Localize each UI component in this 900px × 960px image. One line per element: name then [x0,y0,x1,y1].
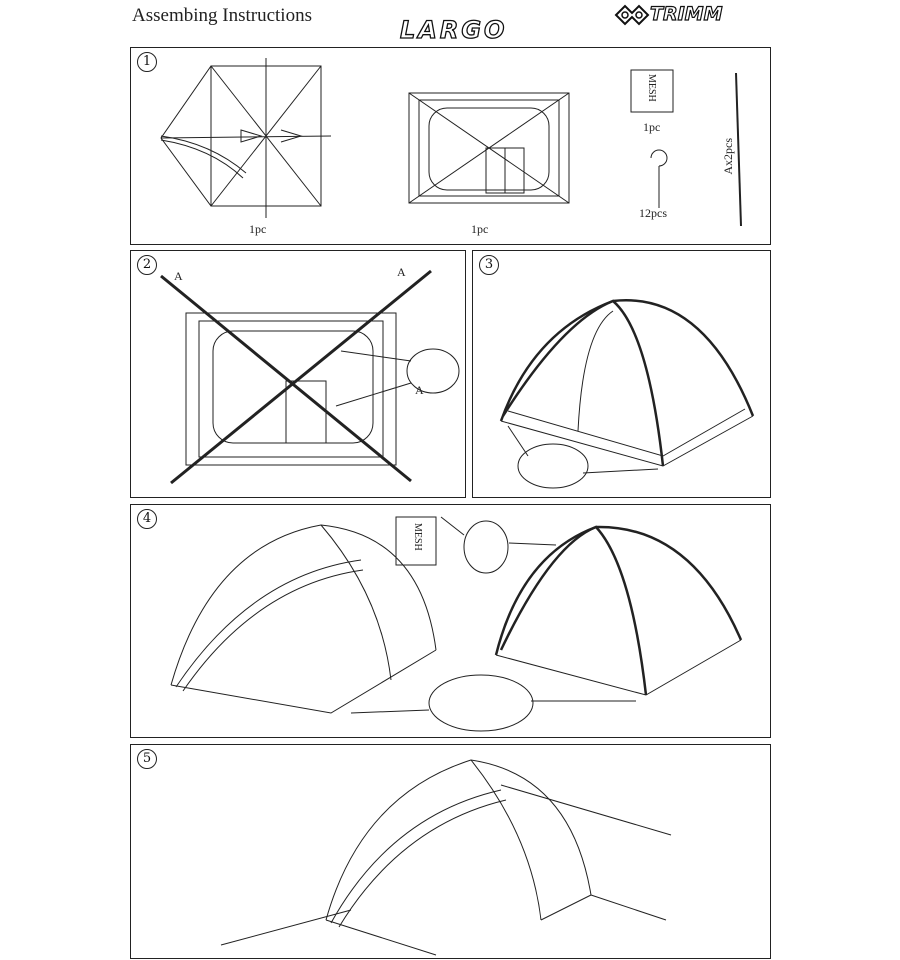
brand-logo [612,2,772,28]
step-2-illustration [131,251,467,499]
poles-quantity: Ax2pcs [721,138,735,175]
step-number: 1 [137,52,157,72]
pole-a-label-left: A [174,269,183,283]
step-3-illustration [473,251,772,499]
pegs-quantity: 12pcs [639,206,667,220]
detail-a-label: A [415,383,424,397]
brand-name: TRIMM [650,3,723,25]
parts-illustration [131,48,772,246]
instructions-title: Assembing Instructions [132,5,312,26]
mesh-label: MESH [412,523,423,551]
mesh-quantity: 1pc [643,120,661,134]
pole-drawing [736,73,741,226]
step-5-illustration [131,745,772,960]
flysheet-drawing [161,58,331,218]
pole-a-label-right: A [397,265,406,279]
step-3-panel [472,250,771,498]
inner-tent-quantity: 1pc [471,222,489,236]
step-5-panel [130,744,771,959]
mesh-label: MESH [646,74,657,102]
step-1-panel [130,47,771,245]
trimm-logo-icon [612,2,652,28]
step-4-illustration [131,505,772,739]
inner-tent-drawing [409,93,569,203]
step-number: 4 [137,509,157,529]
model-name: LARGO [400,16,508,44]
step-2-panel [130,250,466,498]
step-number: 2 [137,255,157,275]
step-number: 5 [137,749,157,769]
flysheet-quantity: 1pc [249,222,267,236]
peg-drawing [651,150,667,208]
step-number: 3 [479,255,499,275]
step-4-panel [130,504,771,738]
